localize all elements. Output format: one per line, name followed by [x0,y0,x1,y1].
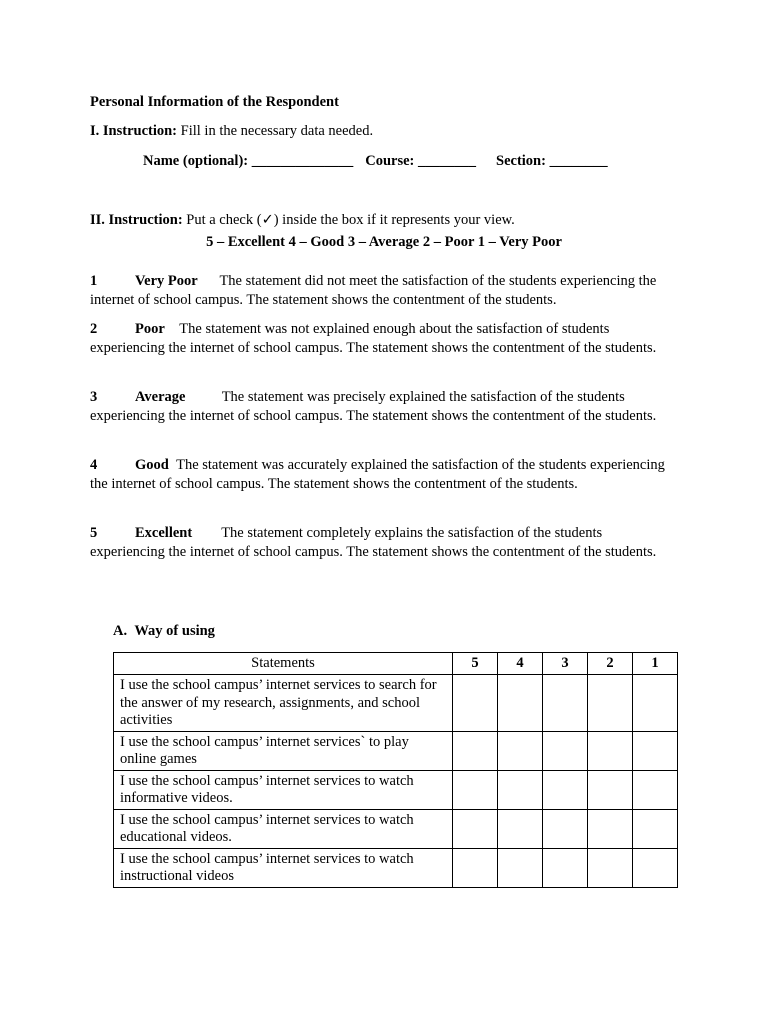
rating-checkbox-1[interactable] [633,848,678,887]
rating-number: 1 [90,273,98,289]
rating-header-1: 1 [633,653,678,675]
rating-checkbox-4[interactable] [498,848,543,887]
table-row [114,809,678,848]
rating-checkbox-2[interactable] [588,770,633,809]
rating-checkbox-2[interactable] [588,809,633,848]
rating-checkbox-3[interactable] [543,809,588,848]
statement-cell: I use the school campus’ internet services to watch instructional videos [114,848,453,887]
instruction-two-text: Put a check (✓) inside the box if it represents your view. [182,212,515,228]
rating-checkbox-4[interactable] [498,731,543,770]
table-row [114,848,678,887]
instruction-two [90,212,515,229]
rating-checkbox-4[interactable] [498,770,543,809]
table-row [114,731,678,770]
rating-checkbox-2[interactable] [588,848,633,887]
rating-description [90,456,665,494]
rating-checkbox-3[interactable] [543,770,588,809]
statement-cell: I use the school campus’ internet services` to play online games [114,731,453,770]
section-a-heading: A. Way of using [113,623,215,639]
rating-checkbox-5[interactable] [453,675,498,732]
rating-label: Excellent [135,525,193,541]
rating-text: The statement completely explains the satisfaction of the students experiencing the internet of school campus. The statement shows the contentment of the students. [90,525,657,561]
instruction-one-label: I. Instruction: [90,123,178,139]
rating-text: The statement did not meet the satisfaction of the students experiencing the internet of school campus. The statement shows the contentment of the students. [90,273,657,309]
rating-header-3: 3 [543,653,588,675]
rating-text: The statement was not explained enough about the satisfaction of students experiencing the internet of school campus. The statement shows the contentment of the students. [90,321,657,357]
name-field[interactable]: Name (optional): ______________ [143,153,354,169]
rating-text: The statement was accurately explained the satisfaction of the students experiencing the internet of school campus. The statement shows the contentment of the students. [90,457,665,493]
rating-description [90,388,665,426]
rating-checkbox-2[interactable] [588,675,633,732]
statement-cell: I use the school campus’ internet services to watch educational videos. [114,809,453,848]
rating-header-4: 4 [498,653,543,675]
rating-description [90,524,665,562]
rating-label: Average [135,389,186,405]
rating-checkbox-5[interactable] [453,731,498,770]
respondent-fields [143,153,608,170]
rating-checkbox-1[interactable] [633,675,678,732]
rating-number: 4 [90,457,98,473]
rating-text: The statement was precisely explained the satisfaction of the students experiencing the internet of school campus. The statement shows the contentment of the students. [90,389,657,425]
rating-header-5: 5 [453,653,498,675]
statement-cell: I use the school campus’ internet services to watch informative videos. [114,770,453,809]
table-header-row [114,653,678,675]
rating-number: 5 [90,525,98,541]
rating-checkbox-5[interactable] [453,848,498,887]
rating-checkbox-5[interactable] [453,809,498,848]
table-row [114,675,678,732]
instruction-one [90,123,373,140]
rating-number: 3 [90,389,98,405]
rating-number: 2 [90,321,98,337]
rating-label: Poor [135,321,165,337]
rating-label: Good [135,457,169,473]
rating-checkbox-4[interactable] [498,809,543,848]
statement-cell: I use the school campus’ internet services to search for the answer of my research, assignments, and school activities [114,675,453,732]
instruction-one-text: Fill in the necessary data needed. [177,123,374,139]
rating-header-2: 2 [588,653,633,675]
rating-checkbox-1[interactable] [633,809,678,848]
rating-checkbox-3[interactable] [543,848,588,887]
rating-description [90,272,665,310]
rating-description [90,320,665,358]
course-field[interactable]: Course: ________ [365,153,477,169]
rating-checkbox-1[interactable] [633,731,678,770]
rating-checkbox-3[interactable] [543,675,588,732]
table-row [114,770,678,809]
rating-checkbox-4[interactable] [498,675,543,732]
rating-checkbox-5[interactable] [453,770,498,809]
survey-table [113,652,678,888]
rating-checkbox-3[interactable] [543,731,588,770]
rating-scale-legend: 5 – Excellent 4 – Good 3 – Average 2 – Poor 1 – Very Poor [206,234,562,250]
rating-checkbox-2[interactable] [588,731,633,770]
statements-header: Statements [114,653,453,675]
page-title: Personal Information of the Respondent [90,94,339,110]
section-field[interactable]: Section: ________ [496,153,608,169]
instruction-two-label: II. Instruction: [90,212,183,228]
rating-label: Very Poor [135,273,198,289]
rating-checkbox-1[interactable] [633,770,678,809]
